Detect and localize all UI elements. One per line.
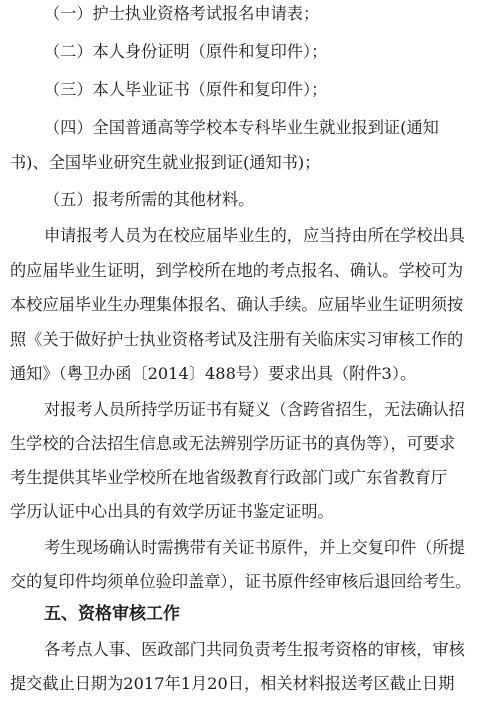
paragraph-line: 通知》（粤卫办函〔2014〕488号）要求出具（附件3）。 [10,364,417,383]
paragraph-line: 考生提供其毕业学校所在地省级教育行政部门或广东省教育厅 [10,468,448,487]
paragraph-line: 学历认证中心出具的有效学历证书鉴定证明。 [10,502,334,521]
paragraph-line: 考生现场确认时需携带有关证书原件，并上交复印件（所提 [44,538,465,557]
paragraph-line: 提交截止日期为2017年1月20日，相关材料报送考区截止日期 [10,674,455,693]
list-item-application-form: （一）护士执业资格考试报名申请表； [44,4,320,23]
list-item-employment-certificate: （四）全国普通高等学校本专科毕业生就业报到证(通知 [44,118,439,137]
section-heading: 五、资格审核工作 [44,604,180,624]
paragraph-line: 本校应届毕业生办理集体报名、确认手续。应届毕业生证明须按 [10,295,464,314]
paragraph-line: 申请报考人员为在校应届毕业生的，应当持由所在学校出具 [44,226,465,245]
list-item-graduation-certificate: （三）本人毕业证书（原件和复印件）； [44,80,328,99]
list-item-other-materials: （五）报考所需的其他材料。 [44,190,255,209]
paragraph-line: 交的复印件均须单位验印盖章），证书原件经审核后退回给考生。 [10,572,472,591]
list-item-identity-proof: （二）本人身份证明（原件和复印件）； [44,42,328,61]
paragraph-line: 照《关于做好护士执业资格考试及注册有关临床实习审核工作的 [10,330,464,349]
list-item-employment-certificate-continued: 书)、全国毕业研究生就业报到证(通知书)； [10,153,321,172]
paragraph-line: 各考点人事、医政部门共同负责考生报考资格的审核，审核 [44,640,465,659]
paragraph-line: 的应届毕业生证明，到学校所在地的考点报名、确认。学校可为 [10,261,464,280]
paragraph-line: 对报考人员所持学历证书有疑义（含跨省招生，无法确认招 [44,400,465,419]
paragraph-line: 生学校的合法招生信息或无法辨别学历证书的真伪等），可要求 [10,434,456,453]
